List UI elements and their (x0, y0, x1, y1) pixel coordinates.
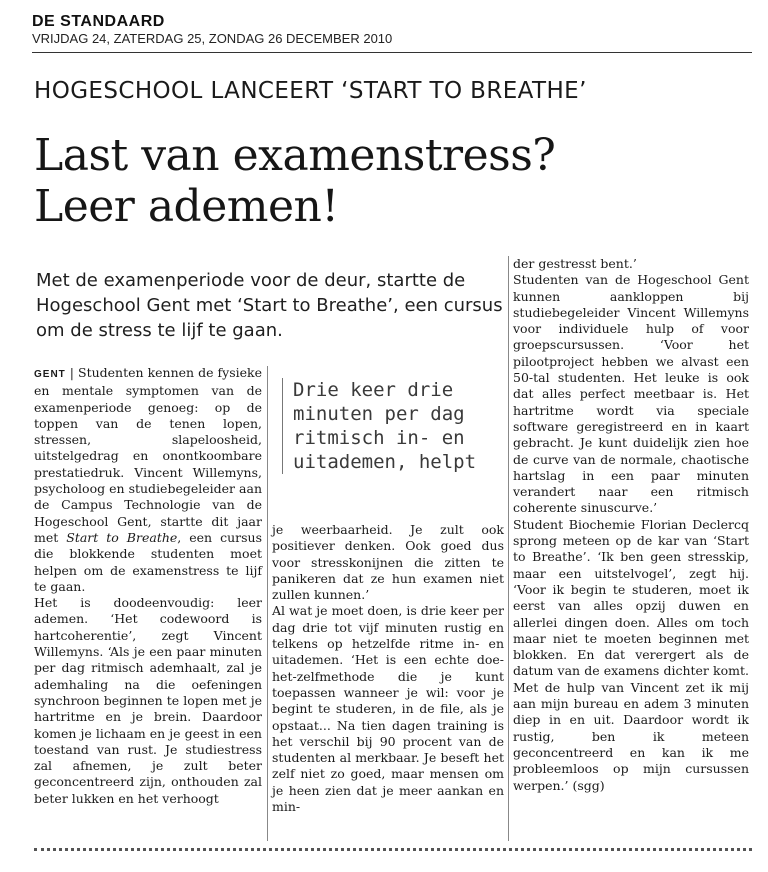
paragraph: Student Biochemie Florian Declercq sprong meteen op de kar van ‘Start to Breathe’. ‘Ik ben geen stresskip, maar een uitstelvogel’, zegt hij. ‘Voor ik begin te studeren, moet ik eerst van alles opzij duwen en allerlei dingen doen. Alles om toch maar niet te moeten beginnen met blokken. En dat verergert als de datum van de examens dichter komt. Met de hulp van Vincent zet ik mij aan mijn bureau en adem 3 minuten diep in en uit. Daardoor wordt ik rustig, ben ik meteen geconcentreerd en kan ik me probleemloos op mijn cursussen werpen.’ (sgg) (513, 516, 749, 793)
article-intro: Met de examenperiode voor de deur, startte de Hogeschool Gent met ‘Start to Breathe’, een cursus om de stress te lijf te gaan. (36, 270, 503, 341)
paragraph: der gestresst bent.’ (513, 256, 637, 271)
pull-quote: Drie keer drie minuten per dag ritmisch in- en uitademen, helpt (282, 378, 508, 474)
paragraph: Het is doodeenvoudig: leer ademen. ‘Het codewoord is hartcoherentie’, zegt Vincent Willemyns. ‘Als je een paar minuten per dag ritmisch ademhaalt, zal je ademhaling na die oefeningen synchroon beginnen te lopen met je hartritme en je brein. Daardoor komen je lichaam en je geest in een toestand van rust. Je studiestress zal afnemen, je zult beter geconcentreerd zijn, onthouden zal beter lukken en het verhoogt (34, 595, 262, 806)
body-column-1 (34, 365, 262, 807)
column-divider (267, 366, 268, 841)
column-divider (508, 256, 509, 841)
course-name-italic: Start to Breathe (66, 529, 178, 545)
masthead (32, 13, 732, 47)
paragraph-text: | Studenten kennen de fysieke en mentale symptomen van de examenperiode genoeg: op de toppen van de tenen lopen, stressen, slapeloosheid, uitstelgedrag en onontkoombare prestatiedruk. Vincent Willemyns, psycholoog en studiebegeleider aan de Campus Technologie van de Hogeschool Gent, startte dit jaar met (34, 365, 262, 545)
article-headline (34, 130, 754, 232)
newspaper-name: DE STANDAARD (32, 13, 165, 30)
paragraph-text: , een cursus die blokkende studenten moet helpen om de examenstress te lijf te gaan. (34, 529, 262, 594)
publication-date: VRIJDAG 24, ZATERDAG 25, ZONDAG 26 DECEMBER 2010 (32, 31, 393, 46)
masthead-rule (32, 52, 752, 53)
headline-line-1: Last van examenstress? (34, 130, 556, 181)
paragraph: Al wat je moet doen, is drie keer per dag drie tot vijf minuten rustig en telkens op hetzelfde ritme in- en uitademen. ‘Het is een echte doe-het-zelfmethode die je kunt toepassen wanneer je wil: voor je begint te studeren, in de file, als je opstaat... Na tien dagen training is het verschil bij 90 procent van de studenten al merkbaar. Je beseft het zelf niet zo goed, maar mensen om je heen zien dat je meer aankan en min- (272, 603, 504, 815)
paragraph: je weerbaarheid. Je zult ook positiever denken. Ook goed dus voor stresskonijnen die zitten te panikeren dat ze hun examen niet zullen kunnen.’ (272, 522, 504, 603)
paragraph (34, 365, 262, 595)
paragraph: Studenten van de Hogeschool Gent kunnen aankloppen bij studiebegeleider Vincent Willemyns voor individuele hulp of voor groepscursussen. ‘Voor het pilootproject hebben we alvast een 50-tal studenten. Het leuke is ook dat alles perfect meetbaar is. Het hartritme wordt via speciale software geregistreerd en in kaart gebracht. Je kunt duidelijk zien hoe de curve van de normale, chaotische hartslag in een paar minuten verandert naar een ritmisch coherente sinuscurve.’ (513, 272, 749, 516)
body-column-2 (272, 522, 504, 815)
bottom-rule (34, 848, 752, 851)
body-column-3 (513, 256, 749, 794)
headline-line-2: Leer ademen! (34, 181, 339, 232)
dateline: GENT (34, 369, 66, 380)
article-kicker: HOGESCHOOL LANCEERT ‘START TO BREATHE’ (34, 78, 587, 104)
